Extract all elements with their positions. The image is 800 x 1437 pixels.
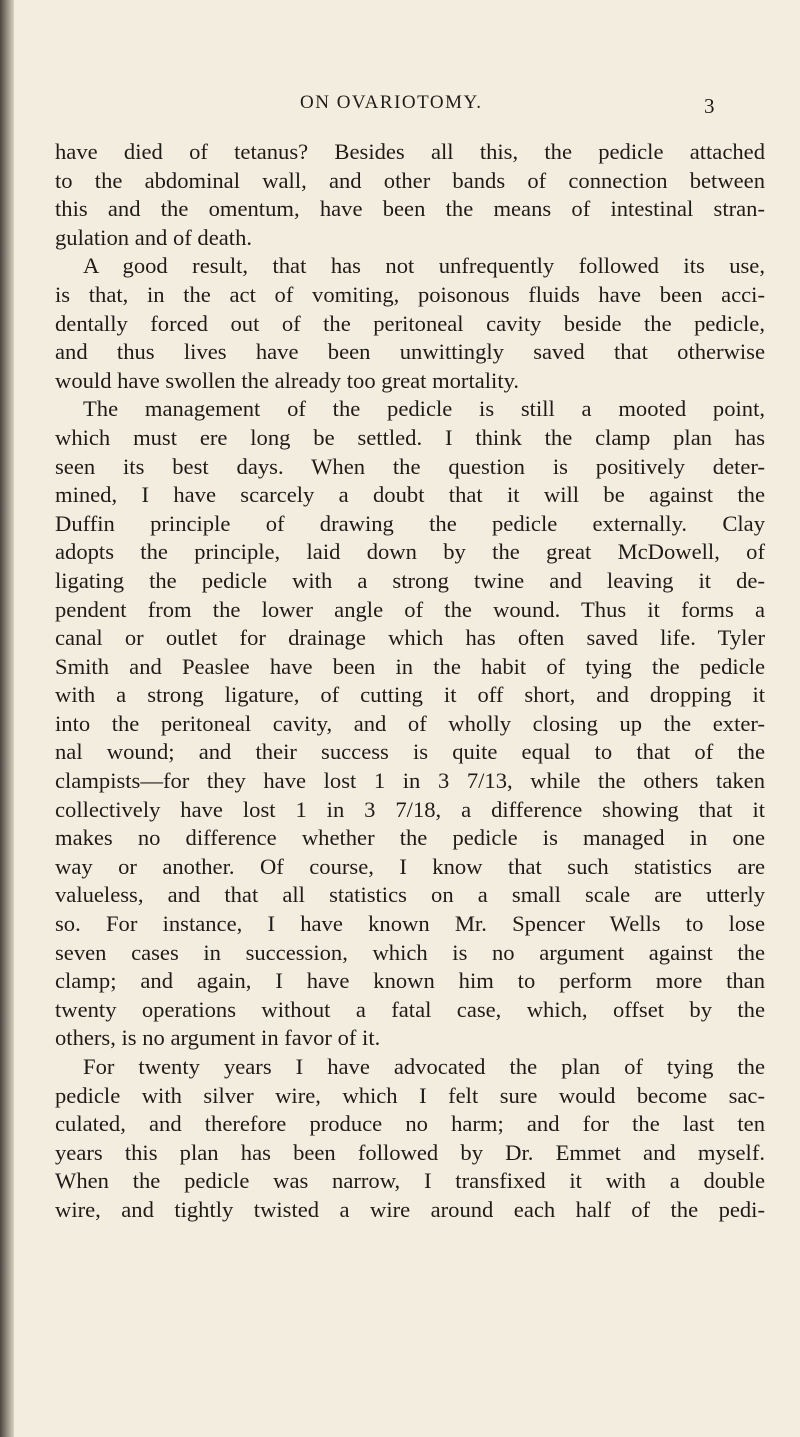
text-line: so. For instance, I have known Mr. Spencer Wells to lose [55, 911, 765, 937]
text-line: adopts the principle, laid down by the great McDowell, of [55, 539, 765, 565]
text-line: into the peritoneal cavity, and of wholly closing up the exter- [55, 710, 765, 736]
text-line: seen its best days. When the question is positively deter- [55, 453, 765, 479]
text-line: When the pedicle was narrow, I transfixed it with a double [55, 1168, 765, 1194]
text-line: and thus lives have been unwittingly saved that otherwise [55, 339, 765, 365]
text-line: to the abdominal wall, and other bands of connection between [55, 167, 765, 193]
text-line: valueless, and that all statistics on a small scale are utterly [55, 882, 765, 908]
text-line: would have swollen the already too great mortality. [55, 367, 520, 393]
text-line: collectively have lost 1 in 3 7/18, a difference showing that it [55, 796, 765, 822]
text-line: wire, and tightly twisted a wire around each half of the pedi- [55, 1196, 765, 1222]
text-line: canal or outlet for drainage which has often saved life. Tyler [55, 625, 765, 651]
text-line: Duffin principle of drawing the pedicle externally. Clay [55, 510, 765, 536]
text-line: which must ere long be settled. I think the clamp plan has [55, 424, 765, 450]
text-line: clamp; and again, I have known him to perform more than [55, 968, 765, 994]
text-line: nal wound; and their success is quite equal to that of the [55, 739, 765, 765]
text-line: with a strong ligature, of cutting it off short, and dropping it [55, 682, 765, 708]
page-header [0, 92, 800, 122]
body-text [55, 138, 765, 1225]
text-line: gulation and of death. [55, 224, 253, 250]
text-line: twenty operations without a fatal case, which, offset by the [55, 996, 765, 1022]
text-line: A good result, that has not unfrequently followed its use, [83, 253, 765, 279]
text-line: way or another. Of course, I know that such statistics are [55, 853, 765, 879]
binding-gutter [0, 0, 14, 1437]
text-line: dentally forced out of the peritoneal cavity beside the pedicle, [55, 310, 765, 336]
text-line: makes no difference whether the pedicle is managed in one [55, 825, 765, 851]
text-line: clampists—for they have lost 1 in 3 7/13, while the others taken [55, 768, 765, 794]
running-head: ON OVARIOTOMY. [300, 92, 483, 113]
text-line: ligating the pedicle with a strong twine and leaving it de- [55, 567, 765, 593]
page-number: 3 [704, 94, 715, 118]
text-line: others, is no argument in favor of it. [55, 1025, 381, 1051]
text-line: For twenty years I have advocated the plan of tying the [83, 1054, 765, 1079]
text-line: mined, I have scarcely a doubt that it will be against the [55, 482, 765, 508]
text-line: is that, in the act of vomiting, poisonous fluids have been acci- [55, 281, 765, 307]
text-line: seven cases in succession, which is no argument against the [55, 939, 765, 965]
text-line: have died of tetanus? Besides all this, the pedicle attached [55, 139, 765, 164]
text-line: The management of the pedicle is still a mooted point, [83, 396, 765, 422]
text-line: Smith and Peaslee have been in the habit of tying the pedicle [55, 653, 765, 679]
text-line: this and the omentum, have been the means of intestinal stran- [55, 196, 765, 222]
text-line: culated, and therefore produce no harm; and for the last ten [55, 1111, 765, 1137]
text-line: years this plan has been followed by Dr. Emmet and myself. [55, 1139, 765, 1165]
text-line: pendent from the lower angle of the wound. Thus it forms a [55, 596, 765, 622]
text-line: pedicle with silver wire, which I felt sure would become sac- [55, 1082, 765, 1108]
